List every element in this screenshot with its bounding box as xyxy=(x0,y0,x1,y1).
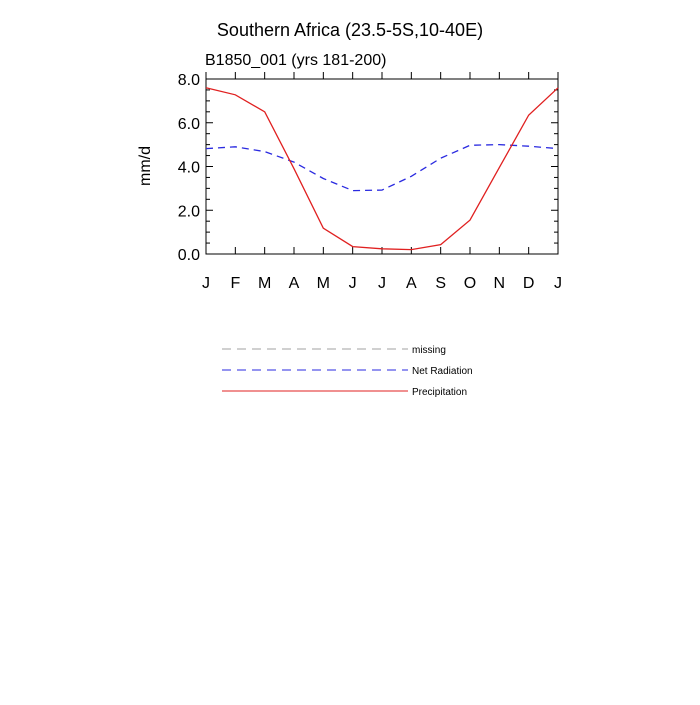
x-tick-label: J xyxy=(348,275,357,292)
x-tick-label: S xyxy=(435,275,447,292)
legend-label: Precipitation xyxy=(412,387,468,398)
x-tick-label: D xyxy=(522,275,535,292)
x-tick-label: A xyxy=(288,275,300,292)
x-tick-label: O xyxy=(463,275,477,292)
y-tick-label: 4.0 xyxy=(177,159,200,177)
chart-subtitle: B1850_001 (yrs 181-200) xyxy=(205,52,387,69)
y-axis-title: mm/d xyxy=(137,146,154,186)
legend-label: missing xyxy=(412,345,446,356)
series-line-net-radiation xyxy=(206,145,558,191)
x-tick-label: M xyxy=(316,275,330,292)
y-tick-label: 8.0 xyxy=(177,72,200,89)
y-tick-label: 6.0 xyxy=(177,115,200,133)
legend xyxy=(222,345,473,398)
x-tick-label: J xyxy=(554,275,562,292)
x-tick-label: J xyxy=(378,275,386,292)
x-tick-label: M xyxy=(258,275,272,292)
plot-area xyxy=(178,72,562,292)
legend-label: Net Radiation xyxy=(412,366,473,377)
chart-title: Southern Africa (23.5-5S,10-40E) xyxy=(216,20,484,40)
plot-frame xyxy=(206,79,558,254)
x-tick-label: J xyxy=(202,275,210,292)
x-tick-label: F xyxy=(230,275,241,292)
x-tick-label: N xyxy=(493,275,506,292)
y-tick-label: 0.0 xyxy=(177,247,200,264)
x-tick-label: A xyxy=(405,275,417,292)
y-tick-label: 2.0 xyxy=(177,203,200,221)
series-line-precipitation xyxy=(206,88,558,250)
